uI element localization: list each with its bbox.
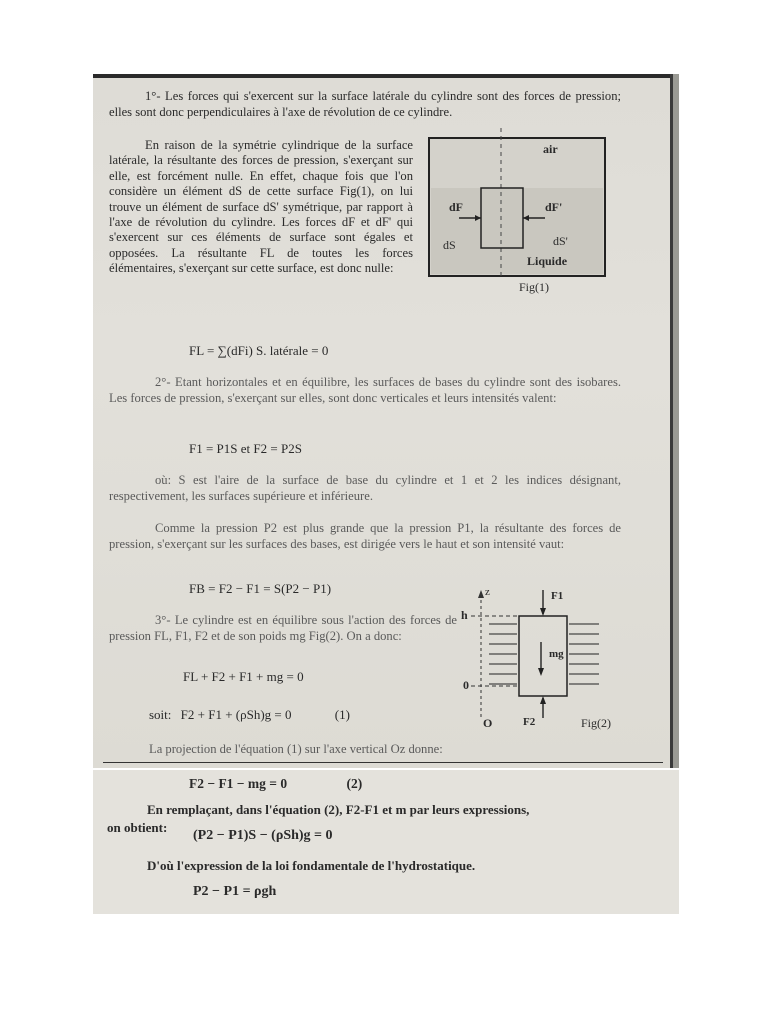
section2-equation2: FB = F2 − F1 = S(P2 − P1) [189,581,332,596]
right-pressure-arrows [569,624,599,684]
section2-definition [109,472,621,504]
section3-equation2: F2 + F1 + (ρSh)g = 0 [180,707,292,722]
section-rule [103,762,663,763]
part2-line2: on obtient: [107,820,168,835]
section2-equation: F1 = P1S et F2 = P2S [189,441,302,456]
fig2-caption: Fig(2) [581,716,611,730]
section2-paragraph [109,520,621,552]
section3-intro-text: 3°- Le cylindre est en équilibre sous l'action des forces de pression FL, F1, F2 et de son poids mg Fig(2). On a donc: [109,613,457,643]
fig2-mg-label: mg [549,648,564,660]
equation-2-number: (2) [346,776,363,791]
page-section-1 [93,74,679,768]
fig2-zero-label: 0 [463,678,469,692]
fig1-dF-prime-label: dF' [545,200,563,214]
part2-equation-3: (P2 − P1)S − (ρSh)g = 0 [193,828,333,843]
section1-equation: FL = ∑(dFi) S. latérale = 0 [189,343,329,358]
section2-intro [109,374,621,406]
fig1-liquid-label: Liquide [527,254,568,268]
soit-label: soit: [149,707,172,722]
section3-projection: La projection de l'équation (1) sur l'axe vertical Oz donne: [149,742,443,756]
section2-intro-text: 2°- Etant horizontales et en équilibre, les surfaces de bases du cylindre sont des isobares. Les forces de pression, s'exerçant sur elles, sont donc verticales et leurs intensités valent: [109,375,621,405]
part2-equation-2 [189,776,429,792]
section1-paragraph [109,138,413,277]
scanned-page [93,74,679,914]
page-section-2 [93,770,679,914]
section3-eqnum: (1) [334,707,350,722]
fig2-h-label: h [461,608,468,622]
fig2-F2-label: F2 [523,716,536,728]
figure-1 [423,126,613,296]
section2-paragraph-text: Comme la pression P2 est plus grande que la pression P1, la résultante des forces de pression, s'exerçant sur les surfaces des bases, est dirigée vers le haut et son intensité vaut: [109,521,621,551]
section1-intro [109,88,621,120]
part2-line1: En remplaçant, dans l'équation (2), F2-F1 et m par leurs expressions, [147,802,530,817]
F1-arrow-head [540,608,546,616]
fig1-caption: Fig(1) [519,280,549,294]
fig2-O-label: O [483,716,493,730]
fig2-z-label: z [485,586,490,598]
section3-soit-line [149,706,479,724]
fig1-dF-label: dF [449,200,464,214]
page-edge [673,74,679,768]
figure-2 [459,586,639,736]
fig1-air-label: air [543,142,558,156]
F2-arrow-head [540,696,546,704]
section3-equation: FL + F2 + F1 + mg = 0 [183,669,304,684]
fig1-dS-label: dS [443,238,456,252]
section2-definition-text: où: S est l'aire de la surface de base du cylindre et 1 et 2 les indices désignant, respectivement, les surfaces supérieure et inférieure. [109,473,621,503]
part2-line3: D'où l'expression de la loi fondamentale de l'hydrostatique. [147,858,476,873]
section1-paragraph-text: En raison de la symétrie cylindrique de la surface latérale, la résultante des forces de pression, s'exerçant sur elle, est forcément nulle. En effet, chaque fois que l'on considère un élément dS de cette surface Fig(1), on lui trouve un élément de surface dS' symétrique, par rapport à l'axe de révolution du cylindre. Les forces dF et dF' qui s'exercent sur ces éléments de surface sont égales et opposées. La résultante FL de toutes les forces élémentaires, s'exerçant sur cette surface, est donc nulle: [109,138,413,276]
section1-intro-text: 1°- Les forces qui s'exercent sur la surface latérale du cylindre sont des forces de pression; elles sont donc perpendiculaires à l'axe de révolution de ce cylindre. [109,89,621,119]
page-edge-line [670,74,673,768]
section3-intro [109,612,457,644]
mg-arrow-head [538,668,544,676]
fig2-F1-label: F1 [551,590,564,602]
part2-final-law: P2 − P1 = ρgh [193,884,277,899]
top-shadow [93,74,679,78]
figure-2-drawing [459,586,639,736]
equation-2: F2 − F1 − mg = 0 [189,776,288,791]
fig1-dS-prime-label: dS' [553,234,568,248]
left-pressure-arrows [489,624,517,684]
z-axis-arrow [478,590,484,598]
